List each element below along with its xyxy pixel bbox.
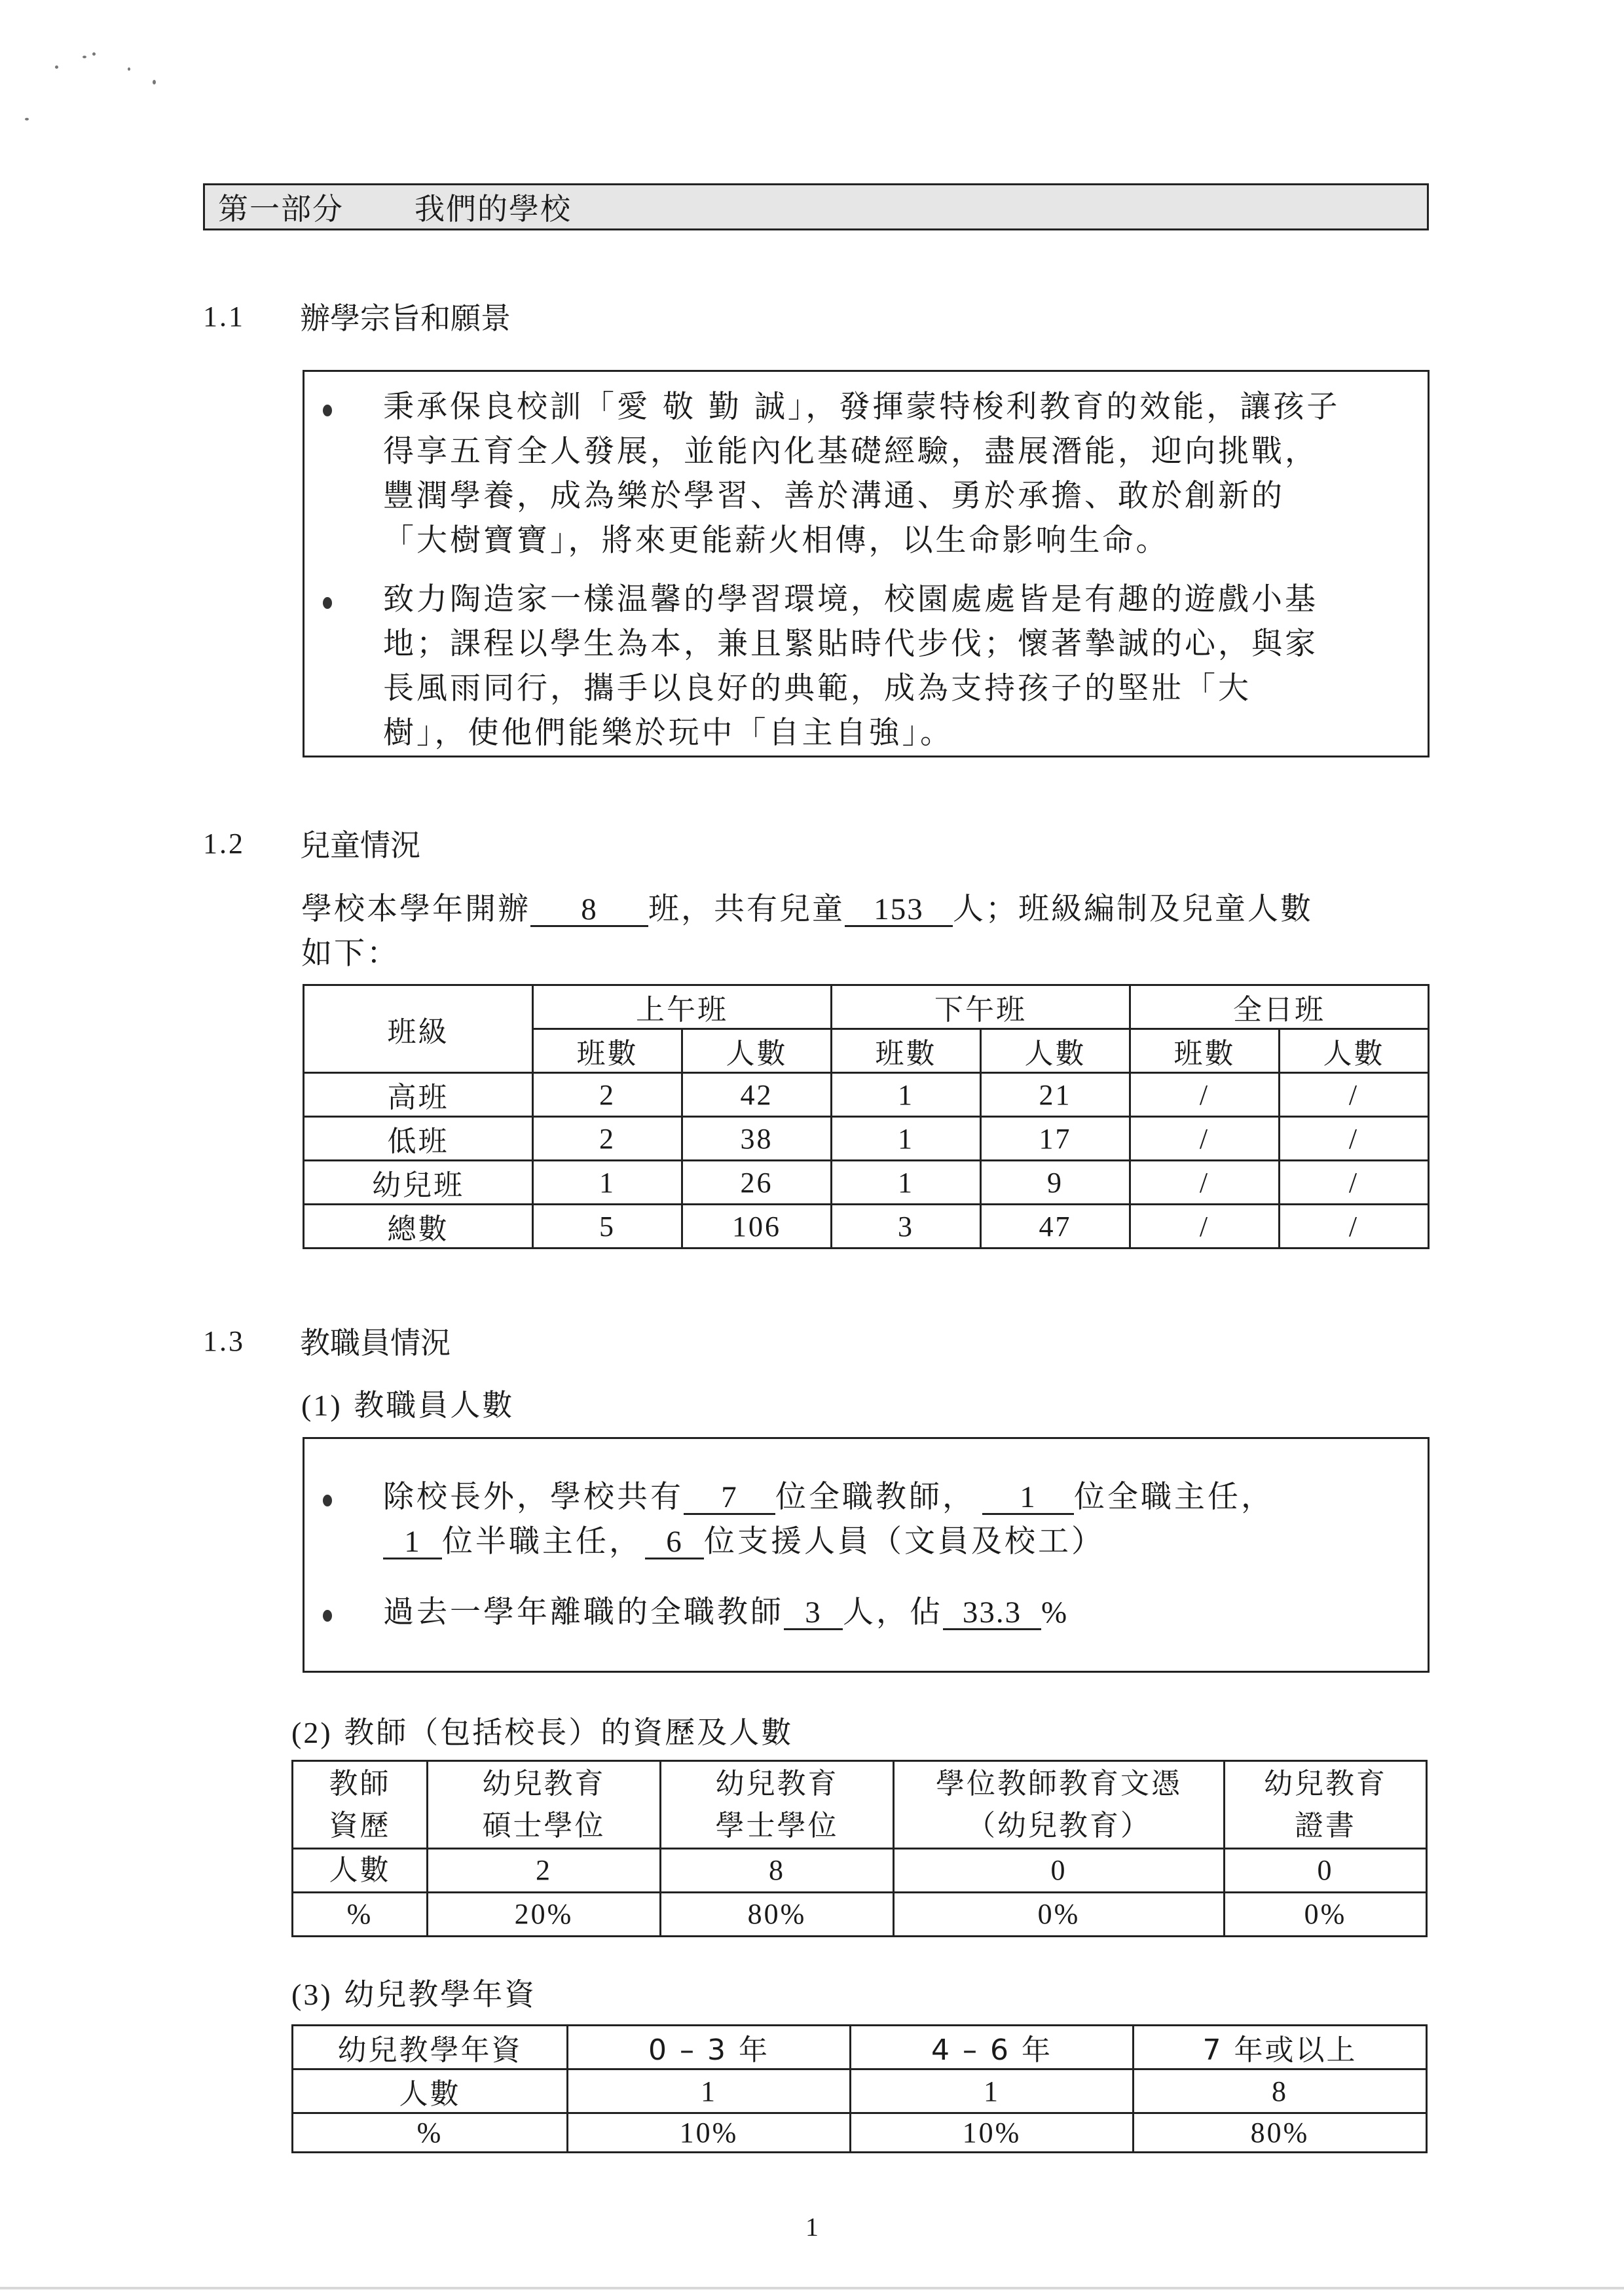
page-number: 1 — [805, 2212, 819, 2242]
section-number: 1.1 — [203, 300, 245, 333]
cell: / — [1280, 1161, 1429, 1205]
cell: / — [1280, 1073, 1429, 1117]
table-row-total — [304, 1205, 1429, 1248]
text-line: 致力陶造家一樣温馨的學習環境，校園處處皆是有趣的遊戲小基 — [383, 581, 1318, 617]
cell: 0 — [1225, 1849, 1427, 1893]
cell: 5 — [533, 1205, 682, 1248]
cell: 17 — [981, 1117, 1130, 1161]
header-cell: 幼兒教育 碩士學位 — [428, 1761, 661, 1849]
part-title: 我們的學校 — [415, 191, 572, 227]
header-cell: 上午班 — [533, 985, 832, 1029]
teaching-years-subheading — [291, 1971, 536, 2014]
support-staff-value: 6 — [645, 1526, 704, 1559]
section-title: 兒童情況 — [300, 828, 420, 863]
header-cell: 幼兒教育 證書 — [1225, 1761, 1427, 1849]
cell: 0 — [894, 1849, 1225, 1893]
header-cell: 班級 — [304, 985, 533, 1073]
cell: 80% — [661, 1893, 894, 1937]
class-count-value: 8 — [530, 894, 648, 927]
cell: 21 — [981, 1073, 1130, 1117]
cell: / — [1280, 1117, 1429, 1161]
text: 除校長外，學校共有 — [383, 1479, 684, 1515]
subheading-title: 教職員人數 — [354, 1387, 515, 1423]
fulltime-heads-value: 1 — [982, 1482, 1074, 1515]
qualifications-table — [291, 1760, 1428, 1937]
table-row — [293, 2069, 1427, 2113]
scan-speck — [92, 52, 96, 56]
row-label: 人數 — [293, 2069, 568, 2113]
cell: / — [1280, 1205, 1429, 1248]
text: 位全職教師， — [775, 1479, 976, 1515]
mission-bullet — [304, 385, 1428, 563]
header-cell: 班數 — [832, 1029, 981, 1073]
cell: 10% — [568, 2113, 851, 2153]
page-bottom-edge — [0, 2287, 1624, 2289]
section-title: 教職員情況 — [300, 1325, 451, 1360]
section-1-2-heading — [203, 822, 420, 865]
header-cell: 4 – 6 年 — [851, 2026, 1134, 2069]
children-count-value: 153 — [845, 894, 953, 927]
scan-speck — [25, 118, 29, 120]
text-line: 豐潤學養，成為樂於學習、善於溝通、勇於承擔、敢於創新的 — [383, 478, 1285, 514]
section-title: 辦學宗旨和願景 — [300, 301, 511, 336]
cell: 47 — [981, 1205, 1130, 1248]
cell: 0% — [894, 1893, 1225, 1937]
header-cell: 7 年或以上 — [1134, 2026, 1427, 2069]
text: 人，佔 — [843, 1594, 943, 1630]
teachers-left-value: 3 — [784, 1597, 843, 1630]
cell: / — [1130, 1161, 1280, 1205]
bullet-icon — [323, 1495, 332, 1506]
row-label: 總數 — [304, 1205, 533, 1248]
subheading-title: 教師（包括校長）的資歷及人數 — [344, 1715, 794, 1750]
header-cell: 教師 資歷 — [293, 1761, 428, 1849]
cell: 2 — [533, 1117, 682, 1161]
bullet-icon — [323, 405, 332, 416]
table-header-row — [293, 2026, 1427, 2069]
part-header-bar — [203, 183, 1429, 230]
section-number: 1.2 — [203, 827, 245, 860]
part-label: 第一部分 — [218, 191, 344, 227]
cell: 1 — [533, 1161, 682, 1205]
staff-count-subheading — [301, 1381, 514, 1425]
table-header-row — [304, 985, 1429, 1029]
cell: 9 — [981, 1161, 1130, 1205]
subheading-number: (3) — [291, 1978, 333, 2011]
cell: 1 — [832, 1161, 981, 1205]
scan-speck — [55, 65, 58, 69]
header-cell: 人數 — [981, 1029, 1130, 1073]
section-number: 1.3 — [203, 1324, 245, 1357]
bullet-icon — [323, 597, 332, 609]
row-label: 人數 — [293, 1849, 428, 1893]
header-cell: 人數 — [682, 1029, 832, 1073]
cell: 42 — [682, 1073, 832, 1117]
table-row — [304, 1161, 1429, 1205]
section-1-1-heading — [203, 295, 511, 338]
cell: 80% — [1134, 2113, 1427, 2153]
staff-count-box — [303, 1437, 1430, 1673]
cell: 26 — [682, 1161, 832, 1205]
row-label: 高班 — [304, 1073, 533, 1117]
header-cell: 幼兒教育 學士學位 — [661, 1761, 894, 1849]
text-line: 地；課程以學生為本，兼且緊貼時代步伐；懷著摯誠的心，與家 — [383, 626, 1318, 662]
subheading-number: (1) — [301, 1389, 342, 1422]
cell: 3 — [832, 1205, 981, 1248]
cell: 10% — [851, 2113, 1134, 2153]
header-cell: 班數 — [1130, 1029, 1280, 1073]
table-row — [293, 2113, 1427, 2153]
scan-speck — [128, 67, 130, 71]
qualifications-subheading — [291, 1709, 793, 1752]
teaching-years-table — [291, 2024, 1428, 2153]
cell: 0% — [1225, 1893, 1427, 1937]
scan-speck — [153, 80, 156, 84]
cell: / — [1130, 1205, 1280, 1248]
turnover-percent-value: 33.3 — [943, 1597, 1041, 1630]
cell: 106 — [682, 1205, 832, 1248]
mission-box — [303, 370, 1430, 757]
table-row — [293, 1849, 1427, 1893]
table-row — [293, 1893, 1427, 1937]
row-label: 幼兒班 — [304, 1161, 533, 1205]
children-intro — [301, 887, 1313, 976]
text-line: 得享五育全人發展，並能內化基礎經驗，盡展潛能，迎向挑戰， — [383, 433, 1318, 469]
cell: 8 — [661, 1849, 894, 1893]
class-enrolment-table — [303, 984, 1430, 1249]
table-header-row — [293, 1761, 1427, 1849]
staff-bullet — [304, 1475, 1428, 1564]
bullet-icon — [323, 1610, 332, 1622]
text: 位半職主任， — [442, 1523, 642, 1559]
cell: 38 — [682, 1117, 832, 1161]
cell: 1 — [832, 1073, 981, 1117]
header-cell: 班數 — [533, 1029, 682, 1073]
row-label: 低班 — [304, 1117, 533, 1161]
text-line: 長風雨同行，攜手以良好的典範，成為支持孩子的堅壯「大 — [383, 670, 1251, 706]
header-cell: 下午班 — [832, 985, 1130, 1029]
scan-speck — [83, 56, 86, 58]
text-line: 秉承保良校訓「愛 敬 勤 誠」，發揮蒙特梭利教育的效能，讓孩子 — [383, 389, 1340, 425]
cell: 1 — [568, 2069, 851, 2113]
row-label: % — [293, 2113, 568, 2153]
intro-text: 學校本學年開辦 — [301, 891, 530, 927]
subheading-title: 幼兒教學年資 — [344, 1977, 537, 2012]
cell: 1 — [832, 1117, 981, 1161]
header-cell: 幼兒教學年資 — [293, 2026, 568, 2069]
intro-text: 人；班級編制及兒童人數 — [953, 891, 1313, 927]
cell: 8 — [1134, 2069, 1427, 2113]
cell: 2 — [533, 1073, 682, 1117]
intro-text: 如下： — [301, 936, 399, 972]
text-line: 樹」，使他們能樂於玩中「自主自強」。 — [383, 715, 953, 751]
header-cell: 學位教師教育文憑 （幼兒教育） — [894, 1761, 1225, 1849]
text: 過去一學年離職的全職教師 — [383, 1594, 784, 1630]
text: 位支援人員（文員及校工） — [704, 1523, 1105, 1559]
section-1-3-heading — [203, 1319, 451, 1362]
table-row — [304, 1117, 1429, 1161]
cell: / — [1130, 1073, 1280, 1117]
cell: / — [1130, 1117, 1280, 1161]
header-cell: 0 – 3 年 — [568, 2026, 851, 2069]
turnover-bullet — [304, 1590, 1428, 1635]
text-line: 「大樹寶寶」，將來更能薪火相傳，以生命影响生命。 — [383, 522, 1170, 558]
cell: 2 — [428, 1849, 661, 1893]
vision-bullet — [304, 577, 1428, 756]
row-label: % — [293, 1893, 428, 1937]
intro-text: 班，共有兒童 — [648, 891, 845, 927]
text: 位全職主任， — [1074, 1479, 1274, 1515]
table-row — [304, 1073, 1429, 1117]
fulltime-teachers-value: 7 — [684, 1482, 775, 1515]
header-cell: 人數 — [1280, 1029, 1429, 1073]
cell: 20% — [428, 1893, 661, 1937]
cell: 1 — [851, 2069, 1134, 2113]
text: % — [1041, 1595, 1070, 1630]
header-cell: 全日班 — [1130, 985, 1429, 1029]
parttime-heads-value: 1 — [383, 1526, 442, 1559]
subheading-number: (2) — [291, 1716, 333, 1749]
